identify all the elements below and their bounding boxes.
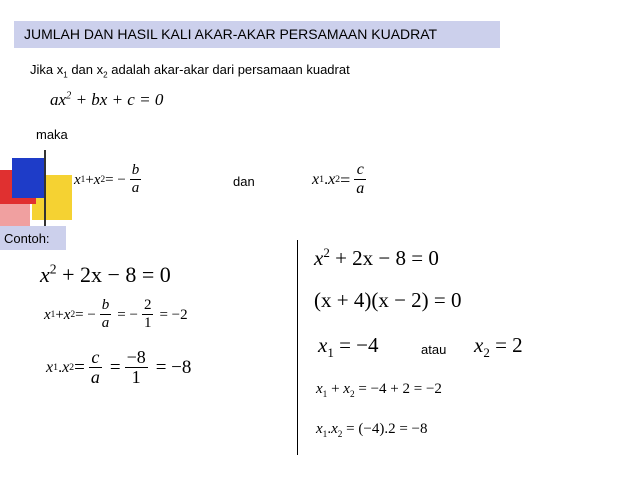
sum-plus: + [85,171,94,188]
left-prod-den2: 1 [125,367,148,388]
right-example-root2 [474,333,523,361]
right-prod-dot: . [327,421,332,437]
right-sum-plus: + [327,381,344,397]
product-formula: x 1 . x 2 = $\frac{c}{a}$ [312,161,365,198]
right-eq-x: x [314,246,324,270]
right-prod-s2: 2 [337,430,343,440]
decor-pink-square [0,204,30,228]
left-eq-rest: + 2x − 8 = 0 [56,262,171,287]
sum-fraction [130,163,142,196]
maka-label: maka [36,127,68,142]
left-sum-frac2 [142,298,154,331]
right-example-factored: (x + 4)(x − 2) = 0 [314,288,462,312]
intro-part-b: dan x [67,62,104,77]
left-prod-frac2 [125,348,148,388]
left-prod-frac1 [89,348,102,388]
right-prod-s1: 1 [322,430,328,440]
left-eq-sq: 2 [49,261,57,277]
intro-sub1: 1 [63,70,68,80]
prod-fraction [354,162,366,197]
root2-rest: = 2 [489,333,523,357]
root1-x: x [318,333,328,357]
right-example-equation [314,246,439,271]
left-eq-x: x [40,262,50,287]
root1-s: 1 [327,345,334,361]
gen-rest: + bx + c = 0 [71,90,164,109]
left-sum-num1: b [101,297,110,314]
sum-formula: x 1 + x 2 = − $\frac{b}{a}$ [74,162,140,197]
root2-s: 2 [483,345,490,361]
right-eq-sq: 2 [323,245,330,260]
right-example-root1 [318,333,379,361]
right-prod-rest: = (−4).2 = −8 [342,421,428,437]
prod-num: c [356,161,364,179]
dan-label: dan [233,174,255,189]
prod-eq: = [340,169,351,190]
left-sum-plus: + [55,306,64,323]
root2-x: x [474,333,484,357]
prod-x1: x [312,171,320,188]
general-equation [50,90,163,110]
prod-x2: x [328,171,336,188]
left-sum-eq1: = − [75,306,96,323]
left-prod-eq2: = [109,357,121,378]
right-sum-s2: 2 [349,390,355,400]
sum-x2: x [93,171,101,188]
right-sum-rest: = −4 + 2 = −2 [354,381,442,397]
left-prod-num2: −8 [126,347,146,368]
sum-num: b [131,162,140,179]
right-prod-x1: x [316,421,323,437]
root1-rest: = −4 [333,333,379,357]
left-example-product: x 1 . x 2 = $\frac{c}{a}$ = $\frac{-8}{1}$ = −8 [46,347,192,388]
left-sum-x1: x [44,306,51,323]
left-sum-eq2: = − [117,306,138,323]
example-divider [297,240,298,455]
left-prod-eq1: = [74,357,85,378]
sum-x1: x [74,171,81,188]
right-sum-x2: x [343,381,350,397]
left-prod-x2: x [62,359,70,376]
intro-part-c: adalah akar-akar dari persamaan kuadrat [107,62,350,77]
sum-eq: = − [105,171,126,188]
prod-dot: . [324,171,329,188]
intro-part-a: Jika x [30,62,64,77]
left-prod-eq3: = −8 [155,357,192,378]
prod-den: a [356,180,365,198]
left-sum-frac1 [100,298,112,331]
left-prod-num1: c [91,347,100,368]
decor-blue-square [12,158,44,198]
right-example-sum [316,381,442,398]
left-sum-den2: 1 [143,315,152,332]
left-example-sum: x 1 + x 2 = − $\frac{b}{a}$ = − $\frac{2}{1}$ = −2 [44,297,188,332]
gen-sq: 2 [66,90,72,102]
contoh-label: Contoh: [4,231,50,246]
intro-text [30,62,350,80]
left-prod-den1: a [90,367,100,388]
left-sum-den1: a [101,315,110,332]
sum-den: a [131,180,140,197]
decor-vertical-line [44,150,46,236]
right-sum-s1: 1 [322,390,328,400]
left-sum-x2: x [63,306,71,323]
left-prod-x1: x [46,359,54,376]
left-example-equation [40,262,171,288]
right-prod-x2: x [331,421,338,437]
gen-ax: ax [50,90,67,109]
left-prod-dot: . [58,359,63,376]
page-title: JUMLAH DAN HASIL KALI AKAR-AKAR PERSAMAAN KUADRAT [24,26,438,42]
left-sum-eq3: = −2 [159,306,188,323]
right-eq-rest: + 2x − 8 = 0 [329,246,439,270]
intro-sub2: 2 [103,70,108,80]
left-sum-num2: 2 [143,297,152,314]
right-sum-x1: x [316,381,323,397]
atau-label: atau [421,342,447,357]
right-example-product [316,421,427,438]
